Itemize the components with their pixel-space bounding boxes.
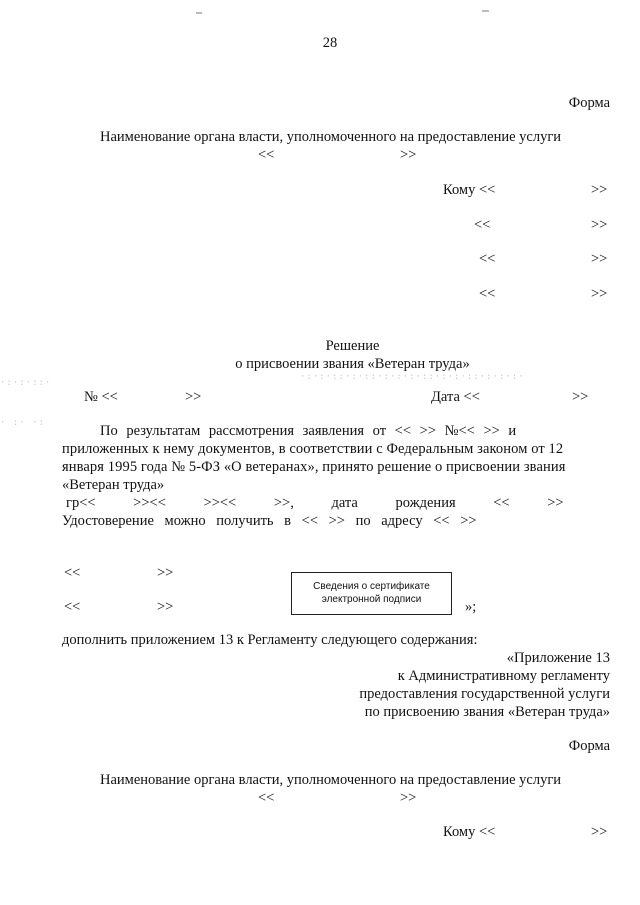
page-number: 28 — [322, 35, 338, 51]
scan-noise: ·:·:·::·:·::·:·:·:·::·:·:·::·:·:·:· — [300, 372, 525, 382]
address-open: << — [479, 286, 496, 302]
signature-open: << — [64, 565, 81, 581]
recipient-label: Кому << — [443, 182, 496, 198]
scan-speck — [482, 10, 489, 12]
supplement-text: дополнить приложением 13 к Регламенту следующего содержания: — [62, 632, 478, 648]
decision-paragraph: января 1995 года № 5-ФЗ «О ветеранах», принято решение о присвоении звания — [62, 459, 566, 475]
org-placeholder-close: >> — [400, 790, 417, 806]
scan-noise: · :· ·: — [0, 418, 45, 428]
signature-open: << — [64, 599, 81, 615]
address-open: << — [474, 217, 491, 233]
stamp-line: Сведения о сертификате — [313, 581, 430, 592]
org-placeholder-open: << — [258, 147, 275, 163]
recipient-close: >> — [591, 824, 608, 840]
address-close: >> — [591, 251, 608, 267]
citizen-line: гр<< >><< >><< >>, дата рождения << >> — [66, 495, 564, 511]
e-signature-stamp — [291, 572, 452, 615]
appendix-line: по присвоению звания «Ветеран труда» — [364, 704, 610, 720]
org-placeholder-close: >> — [400, 147, 417, 163]
decision-title: Решение — [325, 338, 380, 354]
address-close: >> — [591, 217, 608, 233]
decision-paragraph: «Ветеран труда» — [62, 477, 165, 493]
signature-end: »; — [465, 599, 477, 615]
scan-noise: ·:·:·::· — [0, 378, 52, 388]
decision-subtitle: о присвоении звания «Ветеран труда» — [235, 356, 470, 372]
signature-close: >> — [157, 565, 174, 581]
recipient-label: Кому << — [443, 824, 496, 840]
scan-speck — [196, 12, 202, 14]
org-placeholder-open: << — [258, 790, 275, 806]
certificate-line: Удостоверение можно получить в << >> по адресу << >> — [62, 513, 477, 529]
signature-close: >> — [157, 599, 174, 615]
decision-number: № << — [84, 389, 118, 405]
recipient-close: >> — [591, 182, 608, 198]
form-label: Форма — [568, 95, 610, 111]
address-open: << — [479, 251, 496, 267]
appendix-line: к Административному регламенту — [397, 668, 610, 684]
address-close: >> — [591, 286, 608, 302]
decision-number-close: >> — [185, 389, 202, 405]
appendix-line: предоставления государственной услуги — [359, 686, 610, 702]
decision-date-close: >> — [572, 389, 589, 405]
appendix-line: «Приложение 13 — [506, 650, 610, 666]
decision-paragraph: приложенных к нему документов, в соответствии с Федеральным законом от 12 — [62, 441, 564, 457]
decision-date: Дата << — [431, 389, 480, 405]
stamp-line: электронной подписи — [321, 594, 422, 605]
org-name: Наименование органа власти, уполномоченного на предоставление услуги — [100, 772, 562, 788]
decision-paragraph: По результатам рассмотрения заявления от << >> №<< >> и — [100, 423, 517, 439]
form-label: Форма — [568, 738, 610, 754]
org-name: Наименование органа власти, уполномоченного на предоставление услуги — [100, 129, 562, 145]
